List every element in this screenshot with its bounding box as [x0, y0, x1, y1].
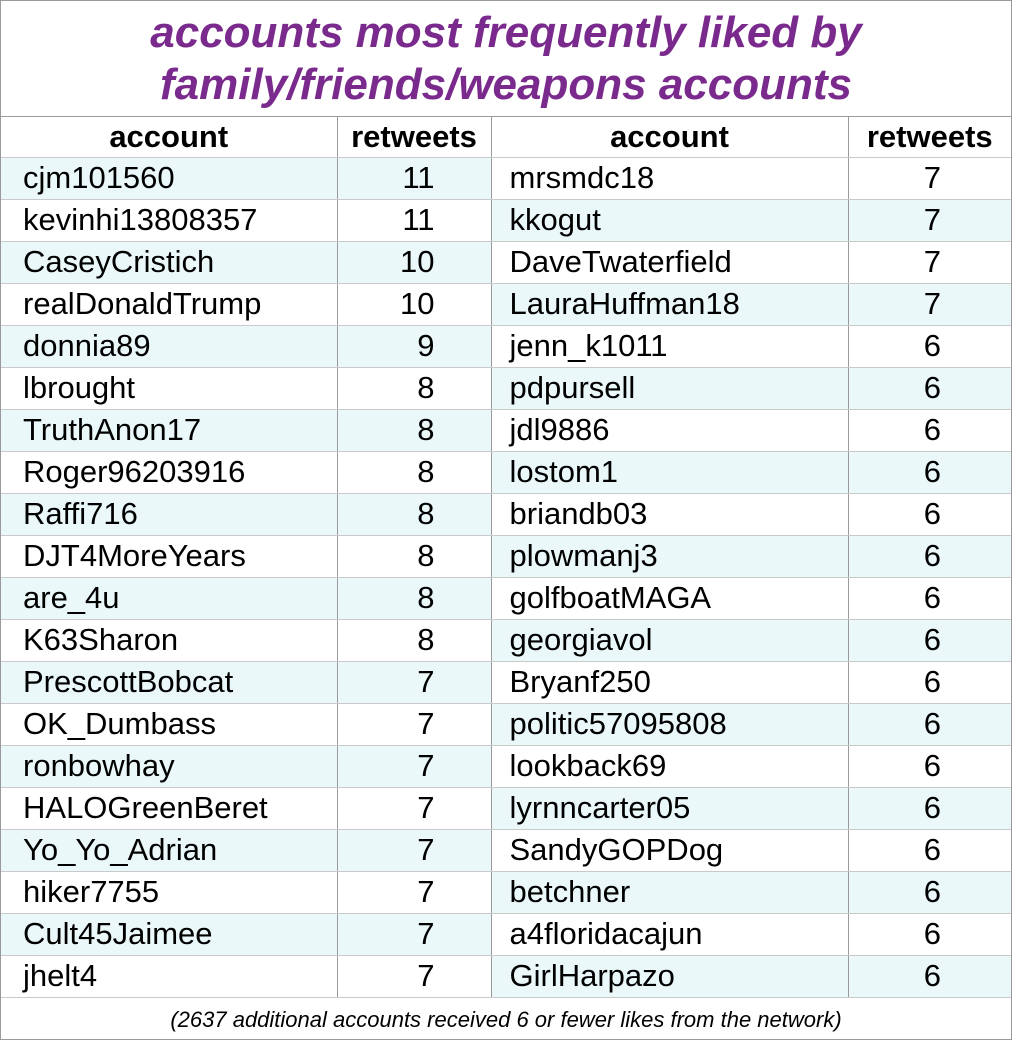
table-row: [1, 577, 1011, 619]
table-row: [1, 157, 1011, 199]
table-row: [1, 661, 1011, 703]
accounts-table: [1, 117, 1011, 998]
account-cell-right: mrsmdc18: [491, 157, 848, 199]
account-cell-left: jhelt4: [1, 955, 337, 997]
table-body: [1, 157, 1011, 997]
account-cell-right: lyrnncarter05: [491, 787, 848, 829]
account-cell-left: Roger96203916: [1, 451, 337, 493]
account-cell-right: a4floridacajun: [491, 913, 848, 955]
footnote: (2637 additional accounts received 6 or fewer likes from the network): [170, 1007, 842, 1032]
retweets-cell-right: 6: [848, 577, 1011, 619]
retweets-cell-right: 6: [848, 787, 1011, 829]
retweets-cell-right: 6: [848, 913, 1011, 955]
table-row: [1, 367, 1011, 409]
account-cell-right: jdl9886: [491, 409, 848, 451]
page-title: [1, 1, 1011, 117]
retweets-cell-right: 6: [848, 451, 1011, 493]
account-cell-left: donnia89: [1, 325, 337, 367]
account-cell-left: ronbowhay: [1, 745, 337, 787]
table-row: [1, 451, 1011, 493]
retweets-cell-left: 11: [337, 157, 491, 199]
account-cell-left: OK_Dumbass: [1, 703, 337, 745]
account-cell-right: Bryanf250: [491, 661, 848, 703]
title-line-2: family/friends/weapons accounts: [160, 60, 852, 109]
retweets-cell-left: 7: [337, 745, 491, 787]
retweets-cell-left: 10: [337, 241, 491, 283]
table-row: [1, 325, 1011, 367]
retweets-cell-left: 10: [337, 283, 491, 325]
account-cell-left: Yo_Yo_Adrian: [1, 829, 337, 871]
retweets-cell-left: 8: [337, 367, 491, 409]
account-cell-right: betchner: [491, 871, 848, 913]
account-cell-right: lookback69: [491, 745, 848, 787]
table-row: [1, 493, 1011, 535]
account-cell-left: are_4u: [1, 577, 337, 619]
account-cell-right: jenn_k1011: [491, 325, 848, 367]
table-row: [1, 199, 1011, 241]
retweets-cell-left: 7: [337, 661, 491, 703]
title-line-1: accounts most frequently liked by: [150, 8, 862, 57]
header-retweets-right: retweets: [848, 117, 1011, 157]
table-row: [1, 241, 1011, 283]
header-account-left: account: [1, 117, 337, 157]
retweets-cell-right: 6: [848, 745, 1011, 787]
account-cell-right: SandyGOPDog: [491, 829, 848, 871]
account-cell-left: lbrought: [1, 367, 337, 409]
retweets-cell-left: 8: [337, 535, 491, 577]
retweets-cell-right: 6: [848, 409, 1011, 451]
account-cell-left: Cult45Jaimee: [1, 913, 337, 955]
retweets-cell-right: 6: [848, 493, 1011, 535]
account-cell-left: DJT4MoreYears: [1, 535, 337, 577]
account-cell-left: PrescottBobcat: [1, 661, 337, 703]
table-row: [1, 955, 1011, 997]
retweets-cell-left: 11: [337, 199, 491, 241]
account-cell-right: golfboatMAGA: [491, 577, 848, 619]
retweets-cell-right: 6: [848, 703, 1011, 745]
account-cell-right: DaveTwaterfield: [491, 241, 848, 283]
retweets-cell-left: 7: [337, 787, 491, 829]
table-row: [1, 829, 1011, 871]
account-cell-left: K63Sharon: [1, 619, 337, 661]
account-cell-left: Raffi716: [1, 493, 337, 535]
retweets-cell-right: 6: [848, 871, 1011, 913]
retweets-cell-right: 7: [848, 241, 1011, 283]
table-row: [1, 283, 1011, 325]
retweets-cell-right: 7: [848, 157, 1011, 199]
header-retweets-left: retweets: [337, 117, 491, 157]
table-row: [1, 787, 1011, 829]
account-cell-right: politic57095808: [491, 703, 848, 745]
retweets-cell-right: 6: [848, 661, 1011, 703]
retweets-cell-left: 7: [337, 829, 491, 871]
account-cell-right: pdpursell: [491, 367, 848, 409]
account-cell-right: georgiavol: [491, 619, 848, 661]
retweets-cell-right: 7: [848, 199, 1011, 241]
account-cell-left: CaseyCristich: [1, 241, 337, 283]
account-cell-left: cjm101560: [1, 157, 337, 199]
retweets-cell-right: 7: [848, 283, 1011, 325]
retweets-cell-left: 7: [337, 955, 491, 997]
account-cell-left: hiker7755: [1, 871, 337, 913]
table-row: [1, 871, 1011, 913]
retweets-cell-left: 8: [337, 409, 491, 451]
retweets-cell-left: 9: [337, 325, 491, 367]
retweets-cell-left: 7: [337, 871, 491, 913]
account-cell-right: LauraHuffman18: [491, 283, 848, 325]
retweets-cell-left: 8: [337, 451, 491, 493]
account-cell-left: TruthAnon17: [1, 409, 337, 451]
retweets-cell-left: 8: [337, 577, 491, 619]
table-row: [1, 913, 1011, 955]
retweets-cell-right: 6: [848, 325, 1011, 367]
account-cell-right: briandb03: [491, 493, 848, 535]
retweets-cell-left: 7: [337, 913, 491, 955]
account-cell-left: kevinhi13808357: [1, 199, 337, 241]
table-row: [1, 409, 1011, 451]
table-row: [1, 745, 1011, 787]
retweets-cell-left: 8: [337, 493, 491, 535]
retweets-cell-left: 8: [337, 619, 491, 661]
table-row: [1, 535, 1011, 577]
table-header-row: [1, 117, 1011, 157]
account-cell-right: plowmanj3: [491, 535, 848, 577]
table-row: [1, 619, 1011, 661]
retweets-cell-right: 6: [848, 955, 1011, 997]
retweets-cell-right: 6: [848, 535, 1011, 577]
retweets-cell-right: 6: [848, 829, 1011, 871]
account-cell-right: lostom1: [491, 451, 848, 493]
account-cell-left: HALOGreenBeret: [1, 787, 337, 829]
retweets-cell-left: 7: [337, 703, 491, 745]
header-account-right: account: [491, 117, 848, 157]
retweets-cell-right: 6: [848, 367, 1011, 409]
account-cell-right: kkogut: [491, 199, 848, 241]
account-cell-right: GirlHarpazo: [491, 955, 848, 997]
table-row: [1, 703, 1011, 745]
account-cell-left: realDonaldTrump: [1, 283, 337, 325]
retweets-cell-right: 6: [848, 619, 1011, 661]
